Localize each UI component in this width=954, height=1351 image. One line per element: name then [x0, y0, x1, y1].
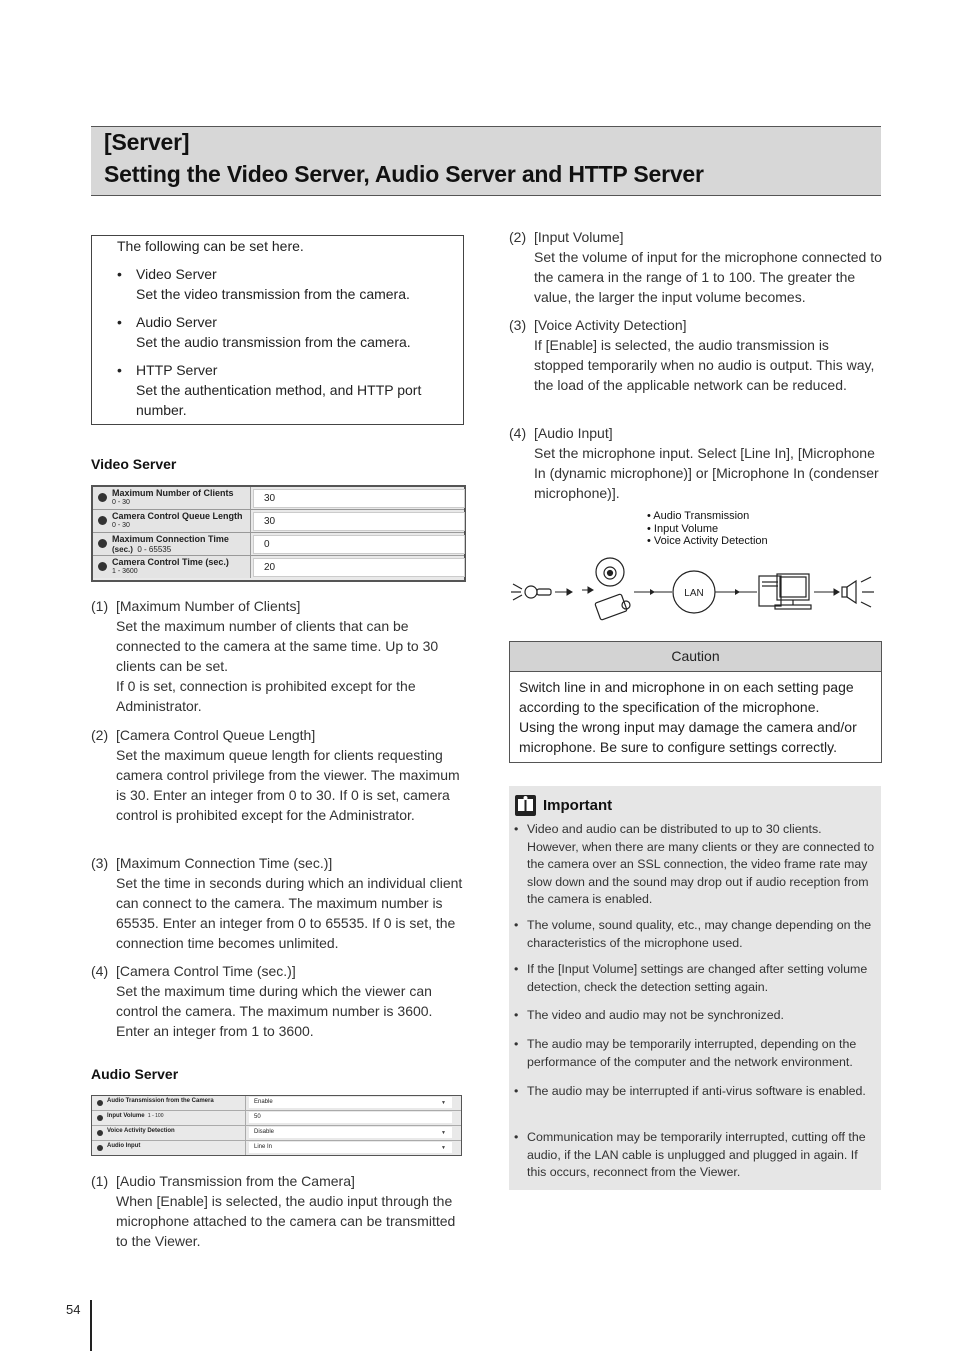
video-server-heading: Video Server — [91, 456, 177, 472]
microphone-icon — [511, 584, 551, 600]
intro-item: • Audio Server Set the audio transmission from the camera. — [117, 314, 411, 350]
audio-network-diagram — [509, 552, 881, 624]
intro-item: • Video Server Set the video transmission from the camera. — [117, 266, 410, 302]
list-item: • Video and audio can be distributed to up to 30 clients. However, when there are many clients or they are connected to the camera over an SSL connection, the video frame rate may slow down and the sound may drop out if audio reception from the camera is enabled. — [514, 822, 875, 906]
audio-item-3: (3) [Voice Activity Detection] If [Enable] is selected, the audio transmission is stopped temporarily when no audio is output. This way, the load of the applicable network can be reduced. — [509, 317, 875, 393]
info-icon — [97, 1115, 103, 1121]
video-item-1: (1) [Maximum Number of Clients] Set the maximum number of clients that can be connected to the camera at the same time. Up to 30 clients can be set. If 0 is set, connection is prohibited except for the Administrator. — [91, 598, 439, 714]
caution-heading: Caution — [510, 642, 881, 672]
diagram-bullets: • Audio Transmission • Input Volume • Voice Activity Detection — [647, 510, 768, 547]
audio-server-settings-table — [91, 1095, 462, 1156]
info-icon — [98, 516, 107, 525]
list-item: • The video and audio may not be synchronized. — [514, 1008, 784, 1022]
info-icon — [97, 1145, 103, 1151]
caution-box — [509, 641, 882, 763]
dropdown-arrow-icon: ▼ — [441, 1100, 446, 1106]
info-icon — [97, 1130, 103, 1136]
list-item: • If the [Input Volume] settings are changed after setting volume detection, check the detection setting again. — [514, 962, 868, 994]
intro-lead: The following can be set here. — [117, 238, 304, 254]
queue-length-input[interactable]: 30 — [253, 512, 465, 531]
intro-box — [91, 235, 464, 425]
audio-server-heading: Audio Server — [91, 1066, 179, 1082]
page-number: 54 — [66, 1302, 81, 1317]
table-row: Camera Control Queue Length 0 - 30 30 — [93, 510, 464, 533]
table-row: Voice Activity Detection Disable ▼ — [92, 1126, 461, 1141]
table-row: Audio Input Line In ▼ — [92, 1141, 461, 1155]
audio-item-4: (4) [Audio Input] Set the microphone input. Select [Line In], [Microphone In (dynamic microphone)] or [Microphone In (condenser microphone)]. — [509, 425, 879, 501]
max-clients-input[interactable]: 30 — [253, 489, 465, 508]
dropdown-arrow-icon: ▼ — [441, 1145, 446, 1151]
title-line-1: [Server] — [104, 129, 190, 155]
voice-detection-select[interactable]: Disable ▼ — [249, 1127, 452, 1138]
audio-transmission-select[interactable]: Enable ▼ — [249, 1097, 452, 1108]
video-server-settings-table — [91, 485, 466, 582]
connection-time-input[interactable]: 0 — [253, 535, 465, 554]
book-icon — [515, 795, 536, 816]
audio-item-1: (1) [Audio Transmission from the Camera] When [Enable] is selected, the audio input through the microphone attached to the camera can be transmitted to the Viewer. — [91, 1173, 456, 1249]
computer-icon — [759, 574, 811, 609]
dropdown-arrow-icon: ▼ — [441, 1130, 446, 1136]
page-number-rule — [90, 1300, 92, 1351]
caution-text: Switch line in and microphone in on each setting page according to the specification of the microphone. Using the wrong input may damage the camera and/or microphone. Be sure to configure settings correctly. — [519, 679, 857, 755]
list-item: • The audio may be temporarily interrupted, depending on the performance of the computer and the network environment. — [514, 1037, 857, 1069]
intro-item: • HTTP Server Set the authentication method, and HTTP port number. — [117, 362, 422, 418]
speaker-icon — [842, 577, 874, 607]
video-item-3: (3) [Maximum Connection Time (sec.)] Set the time in seconds during which an individual client can connect to the camera. The maximum number is 65535. Enter an integer from 0 to 65535. If 0 is set, the connection time becomes unlimited. — [91, 855, 463, 951]
info-icon — [98, 493, 107, 502]
video-item-2: (2) [Camera Control Queue Length] Set the maximum queue length for clients requesting camera control privilege from the viewer. The maximum is 30. Enter an integer from 0 to 30. If 0 is set, camera control is prohibited except for the Administrator. — [91, 727, 460, 823]
info-icon — [97, 1100, 103, 1106]
list-item: • The volume, sound quality, etc., may change depending on the characteristics of the microphone used. — [514, 918, 872, 950]
table-row: Maximum Connection Time (sec.) 0 - 65535 0 — [93, 533, 464, 556]
camera-icon — [595, 558, 630, 620]
table-row: Maximum Number of Clients 0 - 30 30 — [93, 487, 464, 510]
control-time-input[interactable]: 20 — [253, 558, 465, 577]
audio-item-2: (2) [Input Volume] Set the volume of input for the microphone connected to the camera in the range of 1 to 100. The greater the value, the larger the input volume becomes. — [509, 229, 882, 305]
page-title-bar — [91, 126, 881, 196]
info-icon — [98, 539, 107, 548]
info-icon — [98, 562, 107, 571]
list-item: • Communication may be temporarily interrupted, cutting off the audio, if the LAN cable is unplugged and plugged in again. If this occurs, reconnect from the Viewer. — [514, 1130, 866, 1179]
video-item-4: (4) [Camera Control Time (sec.)] Set the maximum time during which the viewer can control the camera. The maximum number is 3600. Enter an integer from 1 to 3600. — [91, 963, 433, 1039]
table-row: Input Volume 1 - 100 50 — [92, 1111, 461, 1126]
lan-label: LAN — [684, 588, 704, 599]
important-heading: Important — [543, 797, 613, 814]
important-box — [509, 786, 881, 1190]
list-item: • The audio may be interrupted if anti-virus software is enabled. — [514, 1084, 866, 1098]
input-volume-input[interactable]: 50 — [249, 1112, 452, 1123]
table-row: Camera Control Time (sec.) 1 - 3600 20 — [93, 556, 464, 578]
audio-input-select[interactable]: Line In ▼ — [249, 1142, 452, 1153]
table-row: Audio Transmission from the Camera Enable ▼ — [92, 1096, 461, 1111]
title-line-2: Setting the Video Server, Audio Server and HTTP Server — [104, 161, 704, 187]
